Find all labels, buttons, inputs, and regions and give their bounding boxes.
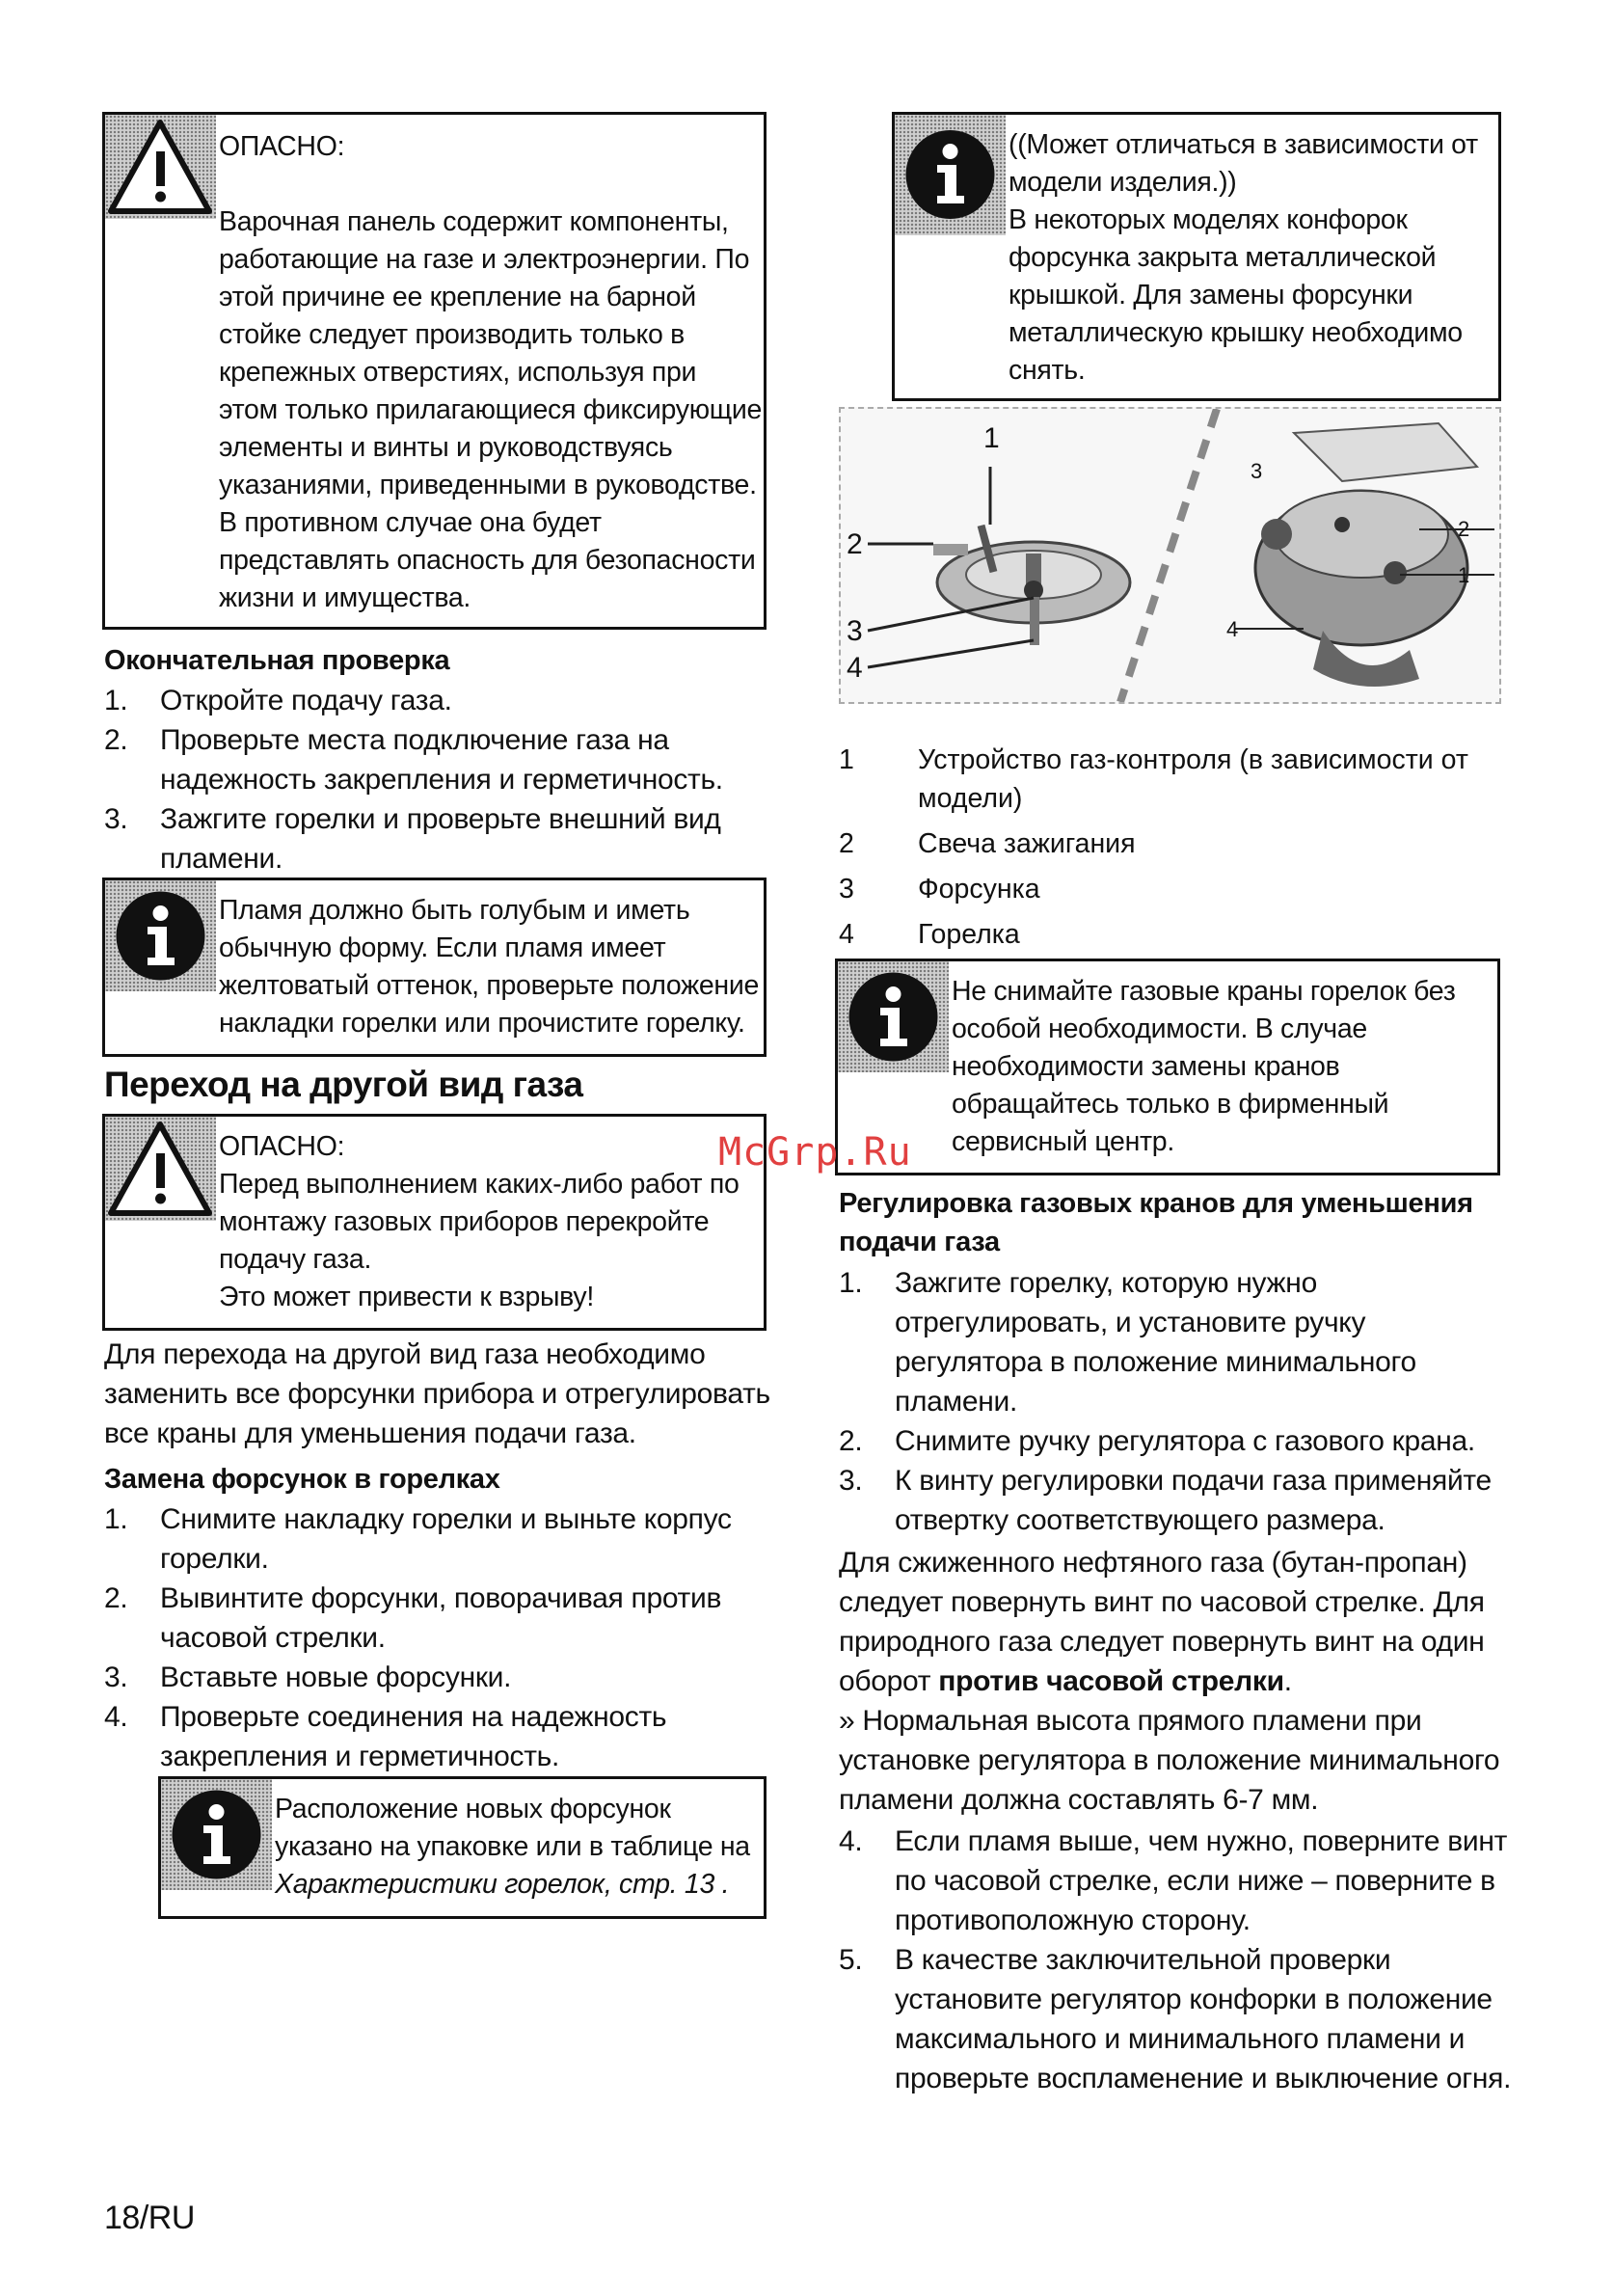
info-box-2 — [158, 1776, 767, 1919]
final-check-steps — [104, 681, 779, 878]
adjust-steps-b — [839, 1822, 1552, 2098]
info-icon-tile — [838, 961, 949, 1072]
section-title: Переход на другой вид газа — [104, 1065, 583, 1104]
list-item: 4. Если пламя выше, чем нужно, поверните винт по часовой стрелке, если ниже – поверните в противоположную сторону. — [839, 1825, 1508, 1936]
list-item: 3. К винту регулировки подачи газа применяйте отвертку соответствующего размера. — [839, 1465, 1492, 1536]
adjust-paragraph: Для сжиженного нефтяного газа (бутан-пропан) следует повернуть винт по часовой стрелке. Для природного газа следует повернуть винт на один оборот против часовой стрелки. » Нормальная высота прямого пламени при установке регулятора в положение минимального пламени должна составлять 6-7 мм. — [839, 1547, 1500, 1816]
burner-part-left — [868, 467, 1130, 667]
final-check-heading: Окончательная проверка — [104, 645, 450, 676]
list-item: 5. В качестве заключительной проверки установите регулятор конфорки в положение максимального и минимального пламени и проверьте воспламенение и выключение огня. — [839, 1944, 1512, 2094]
warning-1-title: ОПАСНО: — [219, 131, 345, 162]
info-3-body: ((Может отличаться в зависимости от модели изделия.)) В некоторых моделях конфорок форсунка закрыта металлической крышкой. Для замены форсунки металлическую крышку необходимо снять. — [1009, 129, 1478, 386]
callout-left-1: 1 — [983, 422, 1000, 454]
callout-right-2: 2 — [1458, 517, 1470, 541]
info-box-1 — [102, 878, 767, 1057]
info-icon-tile — [105, 880, 216, 991]
list-item: 3. Вставьте новые форсунки. — [104, 1661, 512, 1693]
info-icon — [895, 115, 1006, 235]
warning-2-body: ОПАСНО: Перед выполнением каких-либо работ по монтажу газовых приборов перекройте подачу газа. Это может привести к взрыву! — [219, 1131, 740, 1312]
list-item: 2. Проверьте места подключение газа на надежность закрепления и герметичность. — [104, 724, 723, 796]
adjust-steps-a — [839, 1263, 1533, 1540]
info-1-body: Пламя должно быть голубым и иметь обычную форму. Если пламя имеет желтоватый оттенок, проверьте положение накладки горелки или прочистите горелку. — [219, 895, 759, 1039]
legend-item-1: 1 Устройство газ-контроля (в зависимости от модели) — [839, 744, 1468, 814]
warning-1-body: Варочная панель содержит компоненты, работающие на газе и электроэнергии. По этой причине ее крепление на барной стойке следует производить только в крепежных отверстиях, используя при этом только прилагающиеся фиксирующие элементы и винты и руководствуясь указаниями, приведенными в руководстве. В противном случае она будет представлять опасность для безопасности жизни и имущества. — [219, 206, 763, 613]
info-icon-tile — [895, 115, 1006, 235]
legend-item-4: 4 Горелка — [839, 919, 1020, 950]
callout-right-3: 3 — [1251, 459, 1263, 483]
info-icon — [838, 961, 949, 1072]
callout-left-4: 4 — [847, 652, 863, 684]
gas-change-intro: Для перехода на другой вид газа необходимо заменить все форсунки прибора и отрегулировать все краны для уменьшения подачи газа. — [104, 1338, 770, 1449]
list-item: 2. Вывинтите форсунки, поворачивая против часовой стрелки. — [104, 1582, 722, 1654]
info-icon-tile — [161, 1779, 272, 1890]
callout-right-4: 4 — [1226, 617, 1239, 641]
list-item: 1. Снимите накладку горелки и выньте корпус горелки. — [104, 1503, 732, 1575]
list-item: 1. Откройте подачу газа. — [104, 685, 452, 716]
info-icon — [161, 1779, 272, 1890]
adjust-heading: Регулировка газовых кранов для уменьшения подачи газа — [839, 1188, 1473, 1257]
list-item: 1. Зажгите горелку, которую нужно отрегулировать, и установите ручку регулятора в положение минимального пламени. — [839, 1267, 1416, 1418]
info-4-body: Не снимайте газовые краны горелок без особой необходимости. В случае необходимости замены кранов обращайтесь только в фирменный сервисный центр. — [952, 976, 1456, 1157]
info-2-body: Расположение новых форсунок указано на упаковке или в таблице на Характеристики горелок, стр. 13 . — [275, 1794, 750, 1900]
nozzles-heading: Замена форсунок в горелках — [104, 1464, 500, 1495]
callout-left-2: 2 — [847, 528, 863, 560]
warning-icon-tile — [105, 115, 216, 219]
list-item: 3. Зажгите горелки и проверьте внешний вид пламени. — [104, 803, 721, 875]
watermark: McGrp.Ru — [718, 1130, 912, 1175]
callout-left-3: 3 — [847, 615, 863, 647]
info-icon — [105, 880, 216, 991]
burner-part-right — [1234, 423, 1494, 687]
warning-box-2 — [102, 1114, 767, 1331]
list-item: 4. Проверьте соединения на надежность закрепления и герметичность. — [104, 1701, 667, 1772]
burner-illustration — [841, 409, 1499, 702]
legend-item-2: 2 Свеча зажигания — [839, 828, 1136, 859]
info-box-3 — [892, 112, 1501, 401]
page-number: 18/RU — [104, 2200, 195, 2236]
legend-item-3: 3 Форсунка — [839, 874, 1040, 905]
burner-figure — [839, 407, 1501, 704]
callout-right-1: 1 — [1458, 563, 1470, 587]
info-box-4 — [835, 959, 1500, 1175]
warning-triangle-icon — [105, 1117, 216, 1221]
warning-triangle-icon — [105, 115, 216, 219]
warning-box-1 — [102, 112, 767, 630]
warning-icon-tile — [105, 1117, 216, 1221]
list-item: 2. Снимите ручку регулятора с газового крана. — [839, 1425, 1475, 1457]
nozzles-steps — [104, 1499, 779, 1776]
